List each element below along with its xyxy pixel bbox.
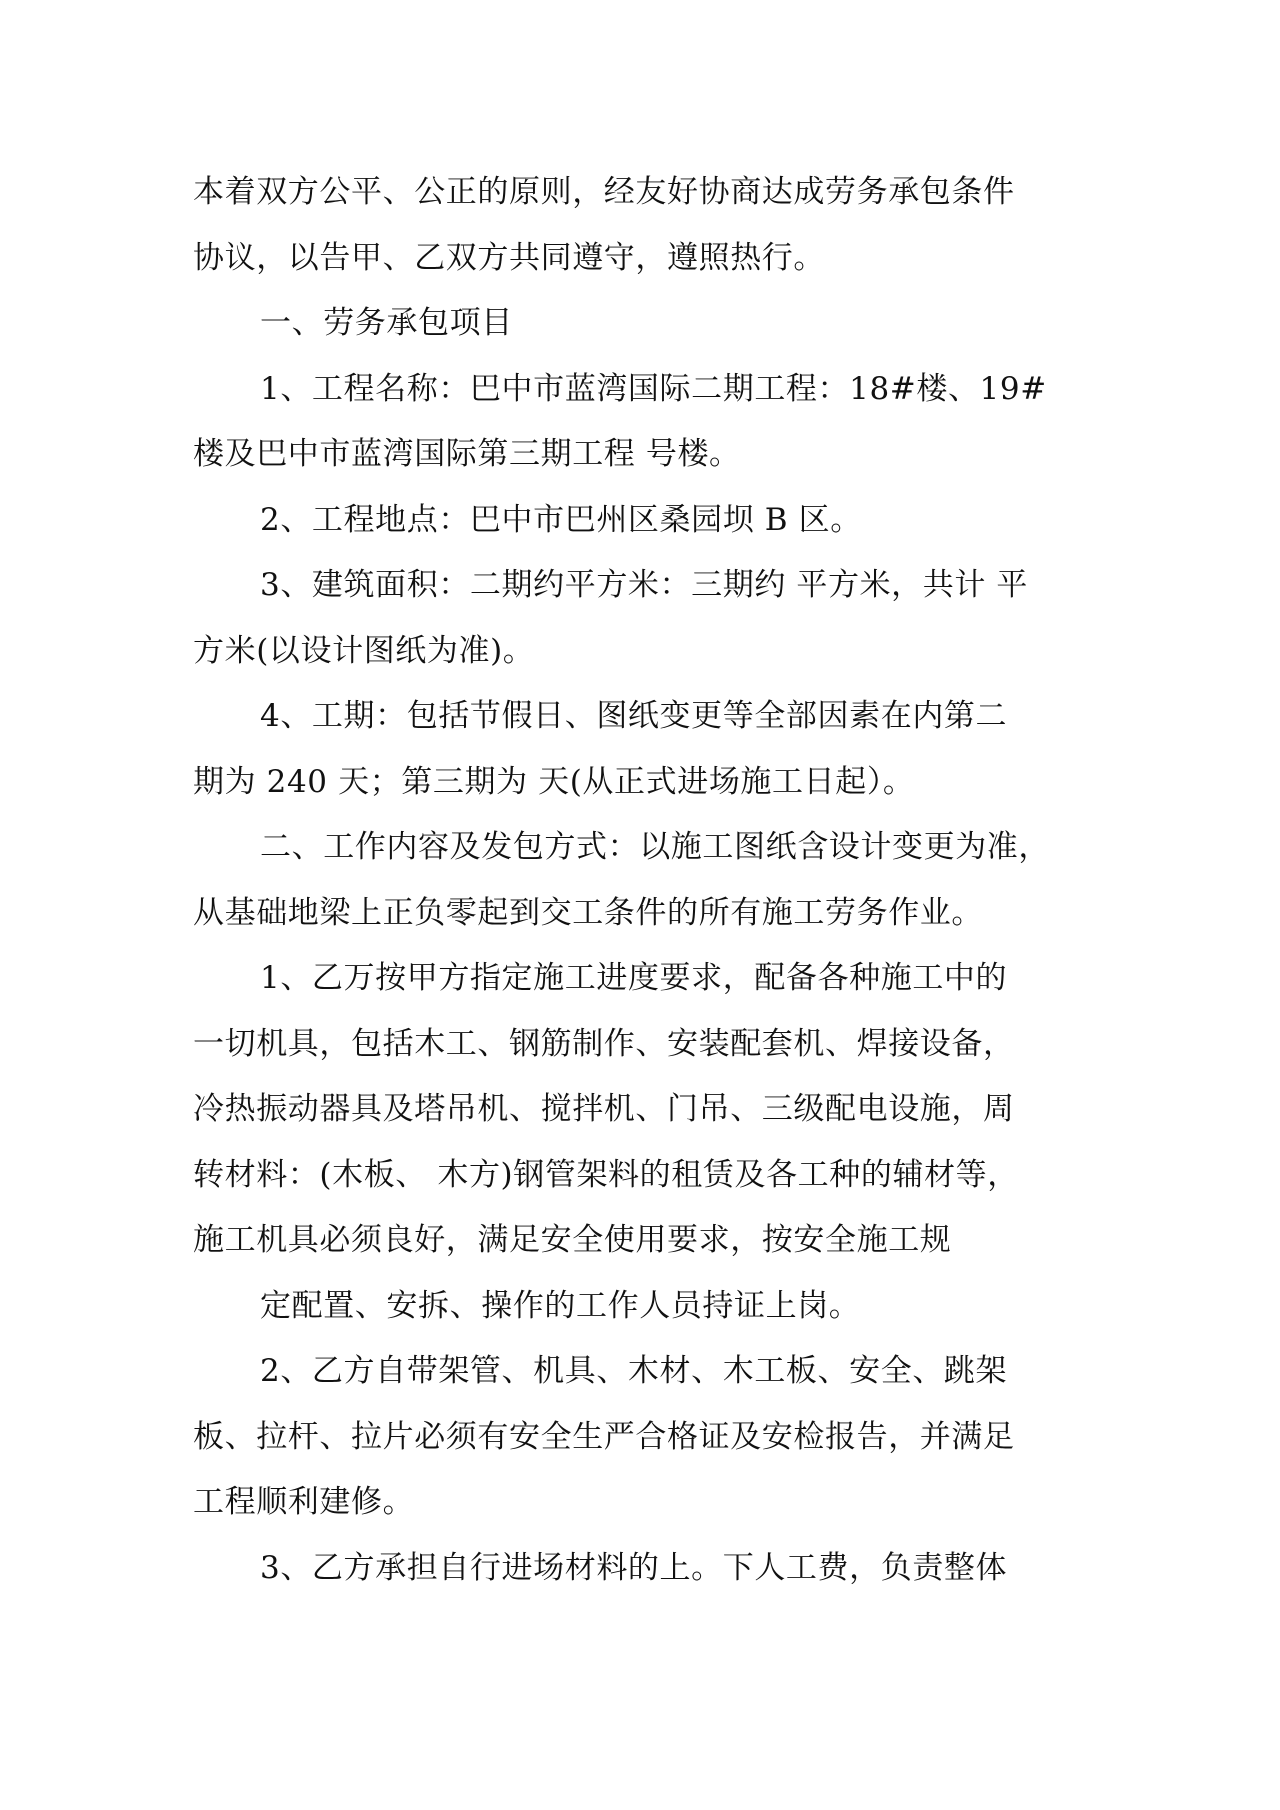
paragraph-line: 协议，以告甲、乙双方共同遵守，遵照热行。 <box>193 239 825 276</box>
paragraph-line: 期为 240 天；第三期为 天(从正式进场施工日起）。 <box>193 763 915 800</box>
paragraph-line: 施工机具必须良好，满足安全使用要求，按安全施工规 <box>193 1222 952 1258</box>
paragraph-line: 从基础地梁上正负零起到交工条件的所有施工劳务作业。 <box>193 894 983 931</box>
paragraph-line: 本着双方公平、公正的原则，经友好协商达成劳务承包条件 <box>193 174 1015 210</box>
paragraph-line: 冷热振动器具及塔吊机、搅拌机、门吊、三级配电设施，周 <box>193 1091 1015 1127</box>
paragraph-line: 4、工期：包括节假日、图纸变更等全部因素在内第二 <box>260 698 1008 734</box>
paragraph-line: 定配置、安拆、操作的工作人员持证上岗。 <box>260 1287 861 1324</box>
paragraph-line: 转材料：(木板、 木方)钢管架料的租赁及各工种的辅材等， <box>193 1156 1019 1193</box>
paragraph-line: 板、拉杆、拉片必须有安全生严合格证及安检报告，并满足 <box>193 1418 1015 1455</box>
paragraph-line: 1、乙万按甲方指定施工进度要求，配备各种施工中的 <box>260 960 1008 996</box>
paragraph-line: 工程顺利建修。 <box>193 1484 415 1520</box>
paragraph-line: 1、工程名称：巴中市蓝湾国际二期工程：18#楼、19# <box>260 370 1047 407</box>
section-heading: 二、工作内容及发包方式：以施工图纸含设计变更为准， <box>260 829 1050 865</box>
paragraph-line: 一切机具，包括木工、钢筋制作、安装配套机、焊接设备， <box>193 1025 1015 1062</box>
section-heading: 一、劳务承包项目 <box>260 305 513 341</box>
paragraph-line: 2、乙方自带架管、机具、木材、木工板、安全、跳架 <box>260 1353 1008 1389</box>
paragraph-line: 楼及巴中市蓝湾国际第三期工程 号楼。 <box>193 436 741 472</box>
paragraph-line: 方米(以设计图纸为准)。 <box>193 632 535 669</box>
paragraph-line: 3、建筑面积：二期约平方米：三期约 平方米，共计 平 <box>260 567 1029 603</box>
document-body <box>193 160 1093 1601</box>
paragraph-line: 3、乙方承担自行进场材料的上。下人工费，负责整体 <box>260 1549 1008 1586</box>
paragraph-line: 2、工程地点：巴中市巴州区桑园坝 B 区。 <box>260 501 862 538</box>
